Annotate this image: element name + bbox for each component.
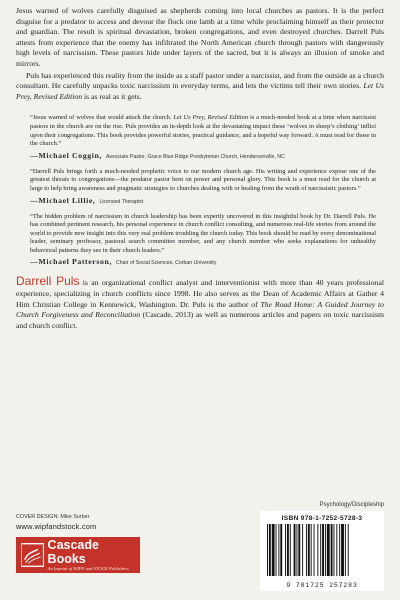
description-paragraph-2-text: Puls has experienced this reality from the inside as a staff pastor under a narcissist, and from the outside as a church consultant. He carefully unpacks toxic narcissism in everyday terms, and lets the victims tell their own stories. [16, 70, 384, 91]
endorser-name: —Michael Lillie, [30, 195, 96, 205]
endorsement [30, 213, 376, 267]
endorsement [30, 168, 376, 205]
endorsement-book-title: Let Us Prey, Revised Edition [173, 114, 249, 122]
endorsement-text-pre: “The hidden problem of narcissism in church leadership has been expertly uncovered in this insightful book by Dr. Darrell Puls. He has combined pertinent research, his personal experience in church conflict consulting, and numerous real-life stories from around the world to provide new insight into this very real problem troubling the church today. This book should be read by every denominational leader, seminary professor, pastoral search committee member, and any church member who seeks explanations for unhealthy behavioral patterns they see in their church leaders.” [30, 212, 376, 254]
author-bio-text-1: is an organizational conflict analyst and interventionist with more than 40 years professional experience, specializing in church conflicts since 1998. He also serves as the Dean of Academic Affairs at Gather 4 Him Christian College in Kennewick, Washington. Dr. Puls is the author of [16, 278, 384, 309]
endorsement-text [30, 168, 376, 194]
publisher-name: Cascade Books [47, 538, 99, 566]
endorser-name: —Michael Coggin, [30, 150, 102, 160]
author-bio [16, 276, 384, 331]
description-book-title: Let Us Prey, Revised Edition [16, 81, 384, 101]
author-name: Darrell Puls [16, 274, 80, 289]
endorsement-attribution [30, 196, 376, 205]
endorser-role: Chair of Social Sciences, Corban University [116, 260, 217, 267]
barcode-bars [265, 524, 379, 576]
publisher-website: www.wipfandstock.com [16, 522, 97, 531]
publisher-logo [16, 537, 140, 573]
description-paragraph-2-tail: is as real as it gets. [82, 91, 142, 101]
endorsement-text [30, 114, 376, 148]
cover-design-credit: COVER DESIGN: Mike Surber [16, 514, 90, 520]
endorsement-text-pre: “Jesus warned of wolves that would attack the church. [30, 114, 174, 122]
description-paragraph-1: Jesus warned of wolves carefully disguised as shepherds coming into local churches as pastors. It is the perfect disguise for a predator to access and devour the flock one lamb at a time while proclaiming himself as their protector and guardian. The result is spiritual devastation, broken congregations, and even destroyed churches. Darrell Puls attests from experience that the enemy has infiltrated the North American church through pastors with dangerously high levels of narcissism. These pastors hide under layers of the sacred, but it is always an illusion of smoke and mirrors. [16, 6, 384, 68]
endorsement-attribution [30, 257, 376, 266]
isbn-barcode [260, 511, 384, 591]
endorser-role: Associate Pastor, Grace Blue Ridge Presbyterian Church, Hendersonville, NC [105, 153, 285, 160]
book-category: Psychology/Discipleship [319, 502, 384, 508]
endorser-name: —Michael Patterson, [30, 257, 112, 267]
endorsement-attribution [30, 151, 376, 160]
cascade-swirl-icon [21, 543, 44, 567]
publisher-logo-text [48, 538, 135, 572]
author-book-title: The Road Home: A Guided Journey to Church Forgiveness and Reconciliation [16, 299, 385, 320]
endorsement-text-pre: “Darrell Puls brings forth a much-needed prophetic voice to our modern church age. His writing and experience expose one of the greatest threats to congregations—the predator pastor bent on power and personal glory. This book is a must read for the church at large to help bring awareness and pragmatic strategies to churches dealing with or healing from the wrath of narcissistic pastors.” [30, 167, 376, 192]
endorsement-text [30, 213, 376, 256]
cover-footer [16, 502, 384, 598]
publisher-tagline: An Imprint of WIPF and STOCK Publishers [47, 566, 129, 571]
endorsements [16, 114, 384, 266]
endorsement-text-post: is a much-needed book at a time when narcissist pastors in the church are on the rise. Puls provides an in-depth look at the devastating impact these ‘wolves in sheep’s clothing’ inflict upon their congregations. This book provides powerful stories, practical guidance, and a hopeful way forward. A must read for those in the church.” [30, 114, 376, 148]
barcode-digits: 9 781725 257283 [286, 582, 358, 589]
author-bio-text-2: (Cascade, 2013) as well as numerous articles and papers on toxic narcissism and church conflict. [16, 310, 384, 330]
endorsement [30, 114, 376, 159]
isbn-number: ISBN 978-1-7252-5728-3 [281, 515, 363, 522]
description-paragraph-2 [16, 71, 384, 103]
endorser-role: Licensed Therapist [99, 198, 144, 205]
